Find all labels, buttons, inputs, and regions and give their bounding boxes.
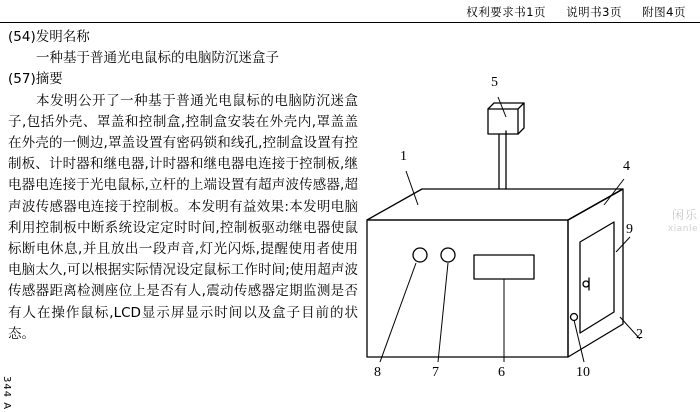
section-54-title: (54)发明名称 bbox=[8, 29, 90, 45]
figure-label-1: 1 bbox=[400, 149, 407, 164]
figure-label-5: 5 bbox=[491, 75, 498, 90]
header-divider bbox=[0, 22, 700, 23]
invention-name: 一种基于普通光电鼠标的电脑防沉迷盒子 bbox=[36, 50, 279, 67]
watermark bbox=[652, 209, 698, 239]
section-57-title: (57)摘要 bbox=[8, 71, 63, 88]
header-item-drawings: 附图4页 bbox=[642, 5, 686, 19]
header-item-claims: 权利要求书1页 bbox=[466, 5, 547, 19]
figure-label-7: 7 bbox=[432, 365, 439, 380]
watermark-sub: xianle bbox=[667, 224, 698, 234]
abstract-text: 本发明公开了一种基于普通光电鼠标的电脑防沉迷盒子,包括外壳、罩盖和控制盒,控制盒安装在外壳内,罩盖盖在外壳的一侧边,罩盖设置有密码锁和线孔,控制盒设置有控制板、计时器和继电器,计时器和继电器电连接于控制板,继电器电连接于光电鼠标,立杆的上端设置有超声波传感器,超声波传感器电连接于控制板。本发明有益效果:本发明电脑利用控制板中断系统设定定时时间,控制板驱动继电器使鼠标断电休息,并且放出一段声音,灯光闪烁,提醒使用者使用电脑太久,可以根据实际情况设定鼠标工作时间;使用超声波传感器距离检测座位上是否有人,震动传感器定期监测是否有人在操作鼠标,LCD显示屏显示时间以及盒子目前的状态。 bbox=[8, 92, 358, 342]
header-item-description: 说明书3页 bbox=[566, 5, 623, 19]
figure-label-2: 2 bbox=[636, 327, 643, 342]
page-header bbox=[0, 4, 700, 20]
figure-label-8: 8 bbox=[374, 365, 381, 380]
figure-drawing bbox=[358, 27, 700, 412]
abstract-column bbox=[8, 27, 358, 345]
figure-label-10: 10 bbox=[576, 365, 590, 380]
figure-label-4: 4 bbox=[623, 159, 630, 174]
device-schematic bbox=[358, 27, 700, 412]
side-document-code: 344 A bbox=[1, 375, 12, 410]
watermark-brand: 闲乐 bbox=[671, 208, 698, 222]
figure-label-9: 9 bbox=[626, 222, 633, 237]
figure-label-6: 6 bbox=[498, 365, 505, 380]
